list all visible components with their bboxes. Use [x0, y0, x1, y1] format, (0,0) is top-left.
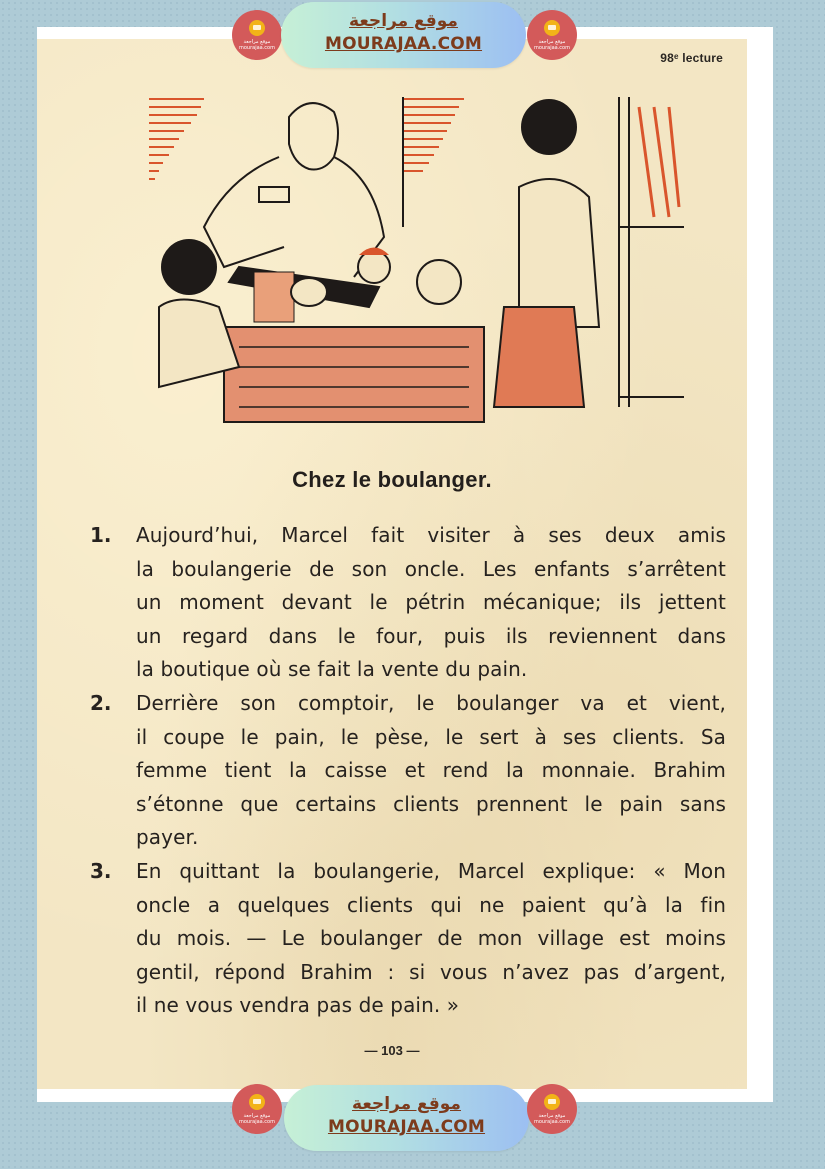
site-logo-icon: [527, 10, 577, 60]
paragraph-number: 3.: [90, 859, 112, 883]
text-line: il coupe le pain, le pèse, le sert à ses clients. Sa: [136, 724, 726, 749]
text-line: du mois. — Le boulanger de mon village est moins: [136, 926, 726, 950]
site-logo-icon: [232, 10, 282, 60]
logo-caption: موقع مراجعة mourajaa.com: [533, 1113, 570, 1125]
logo-caption: موقع مراجعة mourajaa.com: [533, 39, 570, 51]
text-line: Derrière son comptoir, le boulanger va et vient,: [136, 691, 726, 715]
text-line: payer.: [136, 825, 199, 849]
banner-arabic-text: موقع مراجعة: [352, 1094, 461, 1114]
text-line: En quittant la boulangerie, Marcel explique: « Mon: [136, 859, 726, 883]
text-line: oncle a quelques clients qui ne paient qu’à la fin: [136, 892, 726, 917]
text-line: il ne vous vendra pas de pain. »: [136, 993, 460, 1017]
text-line: gentil, répond Brahim : si vous n’avez pas d’argent,: [136, 959, 726, 984]
book-icon: [249, 1094, 265, 1110]
scanned-page: [37, 39, 747, 1089]
site-banner-link[interactable]: [281, 2, 526, 68]
text-line: un moment devant le pétrin mécanique; ils jettent: [136, 590, 726, 614]
book-icon: [544, 1094, 560, 1110]
paragraph-number: 1.: [90, 523, 112, 547]
text-line: la boutique où se fait la vente du pain.: [136, 657, 528, 681]
text-line: femme tient la caisse et rend la monnaie. Brahim: [136, 758, 726, 782]
banner-site-text: MOURAJAA.COM: [327, 1117, 486, 1137]
banner-site-text: MOURAJAA.COM: [324, 34, 483, 54]
text-line: Aujourd’hui, Marcel fait visiter à ses deux amis: [136, 523, 726, 547]
book-icon: [249, 20, 265, 36]
page-number: — 103 —: [364, 1043, 420, 1058]
logo-caption: موقع مراجعة mourajaa.com: [238, 39, 275, 51]
paragraph-3: [90, 855, 726, 1023]
paragraph-2: [90, 687, 726, 855]
paragraph-number: 2.: [90, 691, 112, 715]
site-banner-link[interactable]: [284, 1085, 529, 1151]
bakery-illustration: [129, 77, 689, 427]
paragraph-1: [90, 519, 726, 687]
site-logo-icon: [232, 1084, 282, 1134]
banner-arabic-text: موقع مراجعة: [349, 11, 458, 31]
text-line: la boulangerie de son oncle. Les enfants s’arrêtent: [136, 556, 726, 581]
text-line: s’étonne que certains clients prennent le pain sans: [136, 791, 726, 816]
book-icon: [544, 20, 560, 36]
site-logo-icon: [527, 1084, 577, 1134]
logo-caption: موقع مراجعة mourajaa.com: [238, 1113, 275, 1125]
reading-title: Chez le boulanger.: [292, 467, 492, 492]
text-line: un regard dans le four, puis ils reviennent dans: [136, 623, 726, 648]
lecture-label: 98ᵉ lecture: [660, 51, 723, 65]
